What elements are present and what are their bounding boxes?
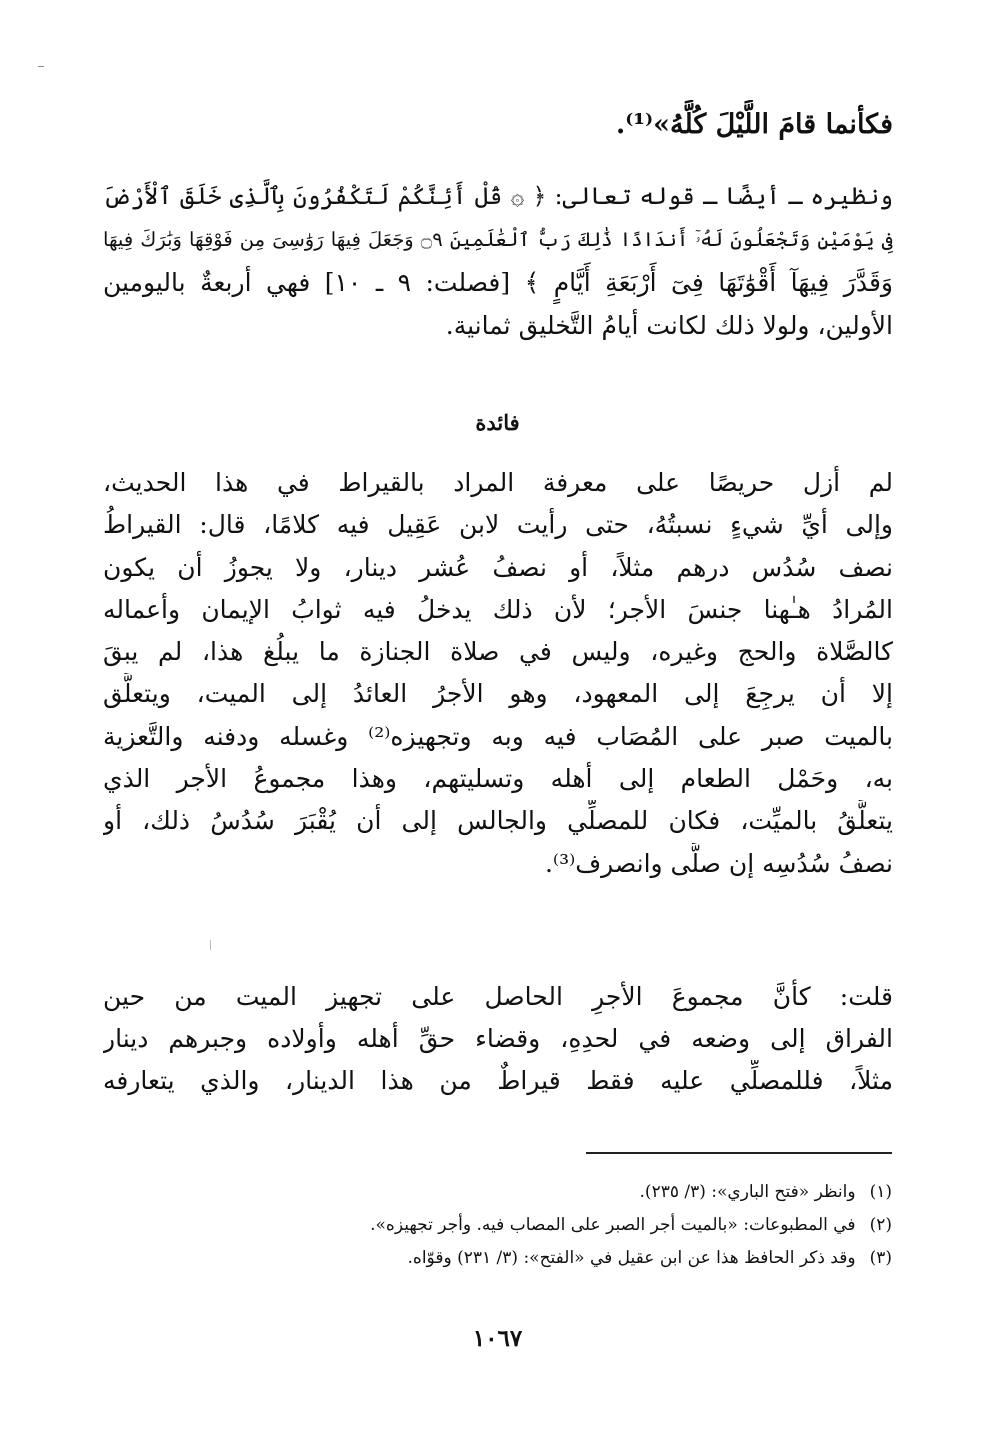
footnote [100, 1209, 892, 1242]
footnote-separator [586, 1152, 892, 1154]
intro-line: وَقَدَّرَ فِيهَآ أَقْوَٰتَهَا فِىٓ أَرْبَعَةِ أَيَّامٍ ﴾ [فصلت: ٩ ـ ١٠] فهي أربعةٌ باليومين [103, 268, 893, 297]
footnote-number: (١) [869, 1182, 892, 1202]
benefit-line: بالميت صبر على المُصَاب فيه وبه وتجهيزه⁽²⁾ وغسله ودفنه والتَّعزية [103, 721, 893, 751]
footnotes [100, 1176, 892, 1275]
section-heading: فائدة [475, 410, 520, 435]
benefit-line: المُرادُ هـٰهنا جنسَ الأجر؛ لأن ذلك يدخلُ فيه ثوابُ الإيمان وأعماله [103, 594, 893, 624]
footnote-number: (٣) [869, 1248, 892, 1268]
benefit-line: لم أزل حريصًا على معرفة المراد بالقيراط في هذا الحديث، [103, 468, 893, 497]
footnote [100, 1242, 892, 1275]
footnote [100, 1176, 892, 1209]
lead-line [103, 100, 893, 150]
footnote-text: وانظر «فتح الباري»: (٣/ ٢٣٥). [639, 1182, 856, 1202]
closing-line: مثلاً، فللمصلِّي عليه فقط قيراطٌ من هذا الدينار، والذي يتعارفه [103, 1066, 893, 1095]
page-number: ١٠٦٧ [472, 1325, 523, 1352]
intro-line: فِى يَوْمَيْنِ وَتَجْعَلُونَ لَهُۥٓ أَندَادًا ذَٰلِكَ رَبُّ ٱلْعَٰلَمِينَ ۝٩ وَجَعَلَ فِيهَا رَوَٰسِىَ مِن فَوْقِهَا وَبَٰرَكَ فِيهَا [103, 228, 893, 251]
intro-line: ونظيره ـ أيضًا ـ قوله تعالى: ﴿ ۞ قُلْ أَئِنَّكُمْ لَتَكْفُرُونَ بِٱلَّذِى خَلَقَ ٱلْأَرْضَ [103, 182, 893, 210]
scan-speck [210, 940, 211, 950]
benefit-line: وإلى أيِّ شيءٍ نسبتُهُ، حتى رأيت لابن عَقِيل فيه كلامًا، قال: القيراطُ [103, 510, 893, 540]
closing-line: الفراق إلى وضعه في لحدِهِ، وقضاء حقِّ أهله وأولاده وجبرهم دينار [103, 1024, 893, 1053]
closing-line: قلت: كأنَّ مجموعَ الأجرِ الحاصل على تجهيز الميت من حين [103, 982, 893, 1011]
footnote-text: في المطبوعات: «بالميت أجر الصبر على المصاب فيه. وأجر تجهيزه». [370, 1215, 856, 1235]
footnote-text: وقد ذكر الحافظ هذا عن ابن عقيل في «الفتح»: (٣/ ٢٣١) وقوّاه. [407, 1248, 856, 1268]
intro-paragraph [103, 175, 893, 347]
benefit-line: نصف سُدُس درهم مثلاً، أو نصفُ عُشر دينار، ولا يجوزُ أن يكون [103, 552, 893, 582]
benefit-paragraph [103, 462, 893, 885]
benefit-line: به، وحَمْل الطعام إلى أهله وتسليتهم، وهذا مجموعُ الأجر الذي [103, 764, 893, 794]
lead-text: فكأنما قامَ اللَّيْلَ كُلَّهُ»⁽¹⁾. [615, 109, 893, 140]
benefit-line: يتعلَّقُ بالميِّت، فكان للمصلِّي والجالس إلى أن يُقْبَرَ سُدُسُ ذلك، أو [103, 806, 893, 836]
benefit-line: إلا أن يرجِعَ إلى المعهود، وهو الأجرُ العائدُ إلى الميت، ويتعلَّق [103, 679, 893, 709]
benefit-line: كالصَّلاة والحج وغيره، وليس في صلاة الجنازة ما يبلُغ هذا، لم يبقَ [103, 637, 893, 667]
scan-speck [38, 66, 44, 67]
intro-line: الأولين، ولولا ذلك لكانت أيامُ التَّخليق ثمانية. [445, 311, 893, 340]
closing-paragraph [103, 976, 893, 1102]
footnote-number: (٢) [869, 1215, 892, 1235]
benefit-line: نصفُ سُدُسِه إن صلَّى وانصرف⁽³⁾. [544, 848, 893, 878]
